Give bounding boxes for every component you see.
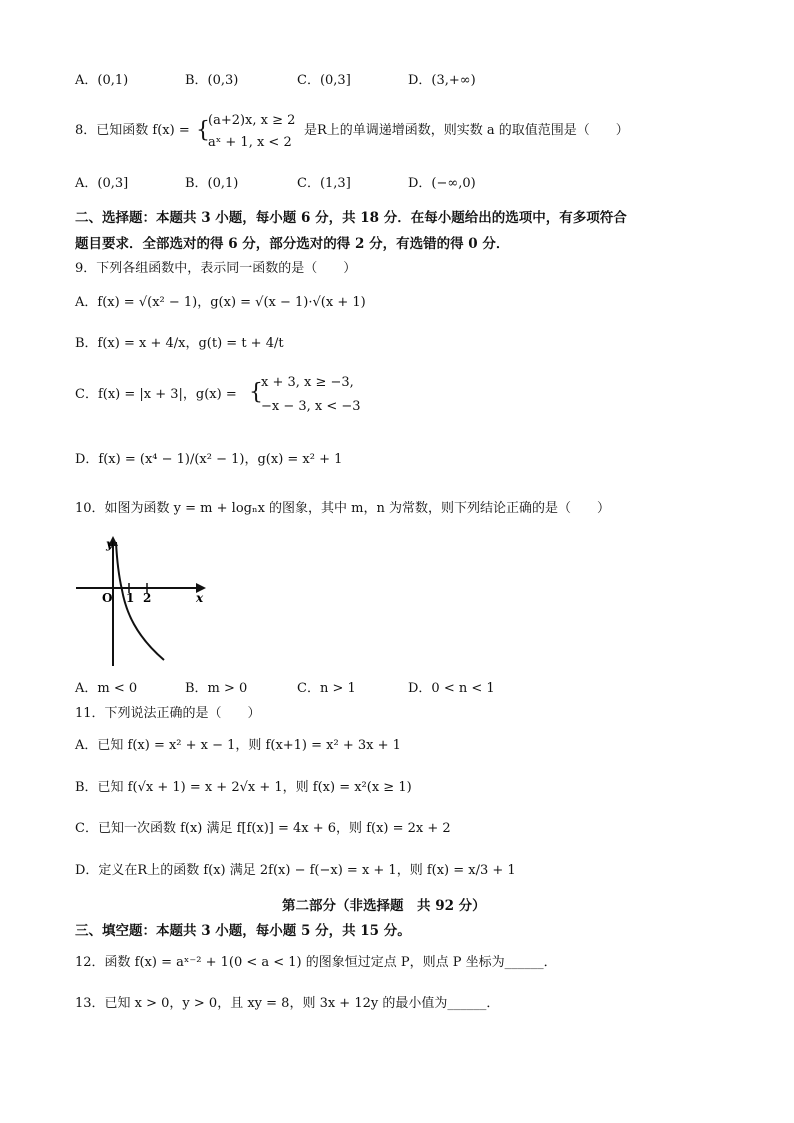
q9-option-a: A．f(x) = √(x² − 1)，g(x) = √(x − 1)·√(x + 1) xyxy=(75,295,366,310)
q10-stem: 10．如图为函数 y = m + logₙx 的图象，其中 m，n 为常数，则下列结论正确的是（ ） xyxy=(75,501,611,516)
section2-line1: 二、选择题：本题共 3 小题，每小题 6 分，共 18 分．在每小题给出的选项中，有多项符合 xyxy=(75,210,627,226)
q11-option-d: D．定义在R上的函数 f(x) 满足 2f(x) − f(−x) = x + 1，则 f(x) = x/3 + 1 xyxy=(75,863,516,878)
tick-1-label: 1 xyxy=(126,591,135,605)
log-curve xyxy=(116,542,164,660)
q9-option-b: B．f(x) = x + 4/x，g(t) = t + 4/t xyxy=(75,336,284,351)
q10-function-graph xyxy=(70,532,220,670)
part2-title: 第二部分（非选择题 共 92 分） xyxy=(282,898,486,914)
q13-text: 13．已知 x > 0，y > 0，且 xy = 8，则 3x + 12y 的最小值为______． xyxy=(75,996,500,1011)
q9-stem: 9．下列各组函数中，表示同一函数的是（ ） xyxy=(75,261,357,276)
q8-brace: { xyxy=(196,118,210,143)
q8-case2: aˣ + 1, x < 2 xyxy=(208,135,292,150)
q10-option-a: A．m < 0 xyxy=(75,681,138,696)
q8-suffix: 是R上的单调递增函数，则实数 a 的取值范围是（ ） xyxy=(304,123,629,138)
q8-option-c: C．(1,3] xyxy=(297,176,351,191)
y-axis-label: y xyxy=(106,537,113,551)
q8-option-d: D．(−∞,0) xyxy=(408,176,476,191)
section3-heading: 三、填空题：本题共 3 小题，每小题 5 分，共 15 分。 xyxy=(75,923,411,939)
q7-option-d: D．(3,+∞) xyxy=(408,73,476,88)
origin-label: O xyxy=(102,591,113,605)
q7-option-b: B．(0,3) xyxy=(185,73,239,88)
q9-c-case2: −x − 3, x < −3 xyxy=(261,399,361,414)
q8-prefix: 8．已知函数 f(x) = xyxy=(75,123,190,138)
q8-option-b: B．(0,1) xyxy=(185,176,239,191)
q11-option-b: B．已知 f(√x + 1) = x + 2√x + 1，则 f(x) = x²(x ≥ 1) xyxy=(75,780,412,795)
q10-option-d: D．0 < n < 1 xyxy=(408,681,495,696)
q12-text: 12．函数 f(x) = aˣ⁻² + 1(0 < a < 1) 的图象恒过定点 P，则点 P 坐标为______． xyxy=(75,955,557,970)
q11-option-a: A．已知 f(x) = x² + x − 1，则 f(x+1) = x² + 3x + 1 xyxy=(75,738,401,753)
q10-option-b: B．m > 0 xyxy=(185,681,248,696)
q9-option-c-prefix: C．f(x) = |x + 3|，g(x) = xyxy=(75,387,237,402)
q7-option-c: C．(0,3] xyxy=(297,73,351,88)
q7-option-a: A．(0,1) xyxy=(75,73,129,88)
q9-c-case1: x + 3, x ≥ −3, xyxy=(261,375,354,390)
tick-2-label: 2 xyxy=(143,591,152,605)
x-axis-label: x xyxy=(196,591,204,605)
q9-option-d: D．f(x) = (x⁴ − 1)/(x² − 1)，g(x) = x² + 1 xyxy=(75,452,343,467)
section2-line2: 题目要求．全部选对的得 6 分，部分选对的得 2 分，有选错的得 0 分． xyxy=(75,236,510,252)
q10-option-c: C．n > 1 xyxy=(297,681,356,696)
q11-stem: 11．下列说法正确的是（ ） xyxy=(75,706,261,721)
q8-option-a: A．(0,3] xyxy=(75,176,129,191)
q9-c-brace: { xyxy=(249,380,263,405)
q11-option-c: C．已知一次函数 f(x) 满足 f[f(x)] = 4x + 6，则 f(x) = 2x + 2 xyxy=(75,821,451,836)
q8-case1: (a+2)x, x ≥ 2 xyxy=(208,113,296,128)
